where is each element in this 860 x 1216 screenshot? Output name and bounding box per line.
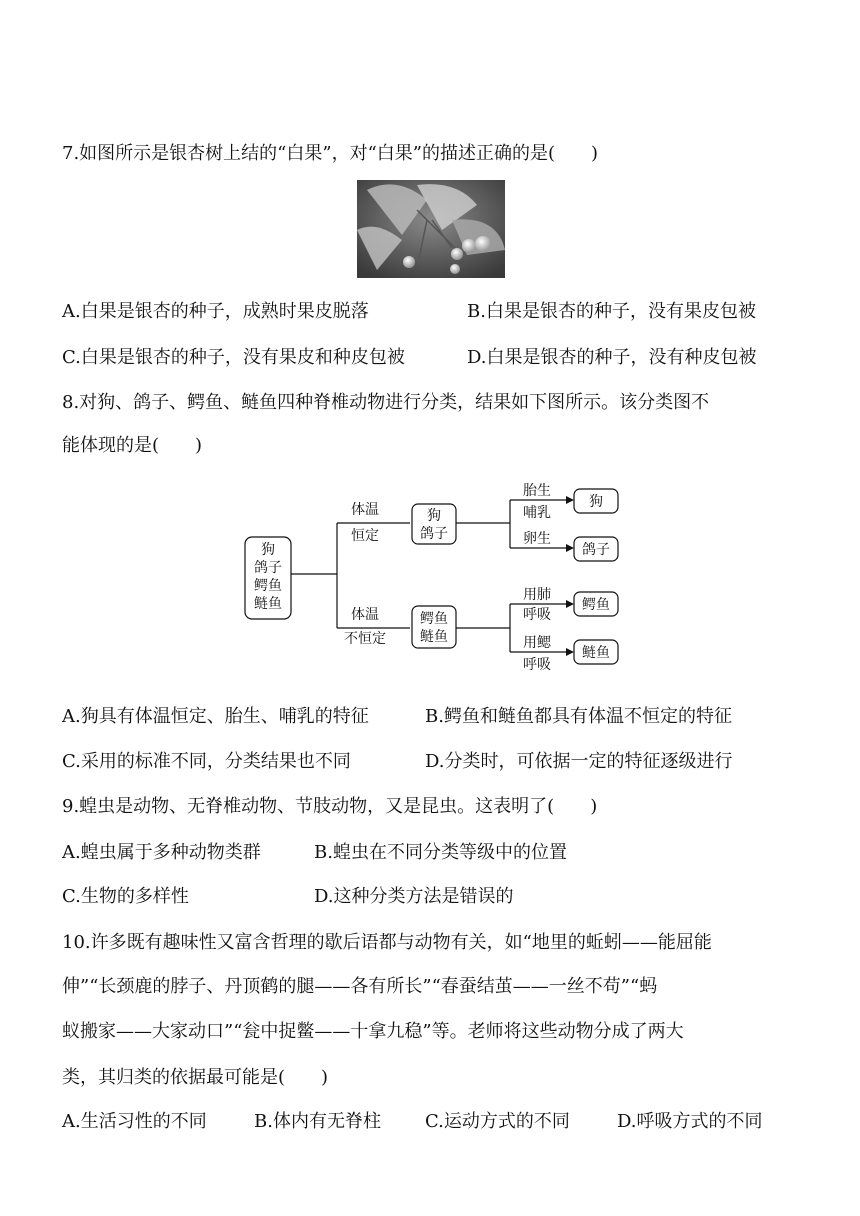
q9-option-c: C.生物的多样性 xyxy=(62,886,189,907)
q8-option-a: A.狗具有体温恒定、胎生、哺乳的特征 xyxy=(62,706,369,727)
q7-option-d: D.白果是银杏的种子，没有种皮包被 xyxy=(467,347,757,368)
q7-option-c: C.白果是银杏的种子，没有果皮和种皮包被 xyxy=(62,347,405,368)
leaf-silver-carp: 鲢鱼 xyxy=(582,645,610,661)
leaf1-criterion-line-2: 哺乳 xyxy=(523,505,551,521)
q9-stem: 9.蝗虫是动物、无脊椎动物、节肢动物，又是昆虫。这表明了( ) xyxy=(62,796,598,817)
q10-option-d: D.呼吸方式的不同 xyxy=(617,1111,763,1132)
leaf4-criterion-line-1: 用鳃 xyxy=(523,635,551,651)
lower-group-crocodile: 鳄鱼 xyxy=(420,611,448,627)
q10-option-a: A.生活习性的不同 xyxy=(62,1111,207,1132)
q9-option-d: D.这种分类方法是错误的 xyxy=(314,886,514,907)
leaf2-criterion: 卵生 xyxy=(523,531,551,547)
q10-stem-line-2: 伸”“长颈鹿的脖子、丹顶鹤的腿——各有所长”“春蚕结茧——一丝不苟”“蚂 xyxy=(62,976,658,997)
q8-option-d: D.分类时，可依据一定的特征逐级进行 xyxy=(425,751,733,772)
upper-criterion-line-1: 体温 xyxy=(351,502,379,518)
leaf-crocodile: 鳄鱼 xyxy=(582,597,610,613)
lower-group-silver-carp: 鲢鱼 xyxy=(420,629,448,645)
q7-option-a: A.白果是银杏的种子，成熟时果皮脱落 xyxy=(62,301,369,322)
ginkgo-photo xyxy=(357,180,505,278)
leaf-pigeon: 鸽子 xyxy=(582,542,610,558)
upper-criterion-line-2: 恒定 xyxy=(351,528,379,544)
root-item-dog: 狗 xyxy=(261,542,275,558)
q8-stem-line-2: 能体现的是( ) xyxy=(62,435,203,456)
leaf3-criterion-line-1: 用肺 xyxy=(523,587,551,603)
lower-criterion-line-2: 不恒定 xyxy=(344,631,386,647)
q9-option-b: B.蝗虫在不同分类等级中的位置 xyxy=(314,842,567,863)
q7-stem: 7.如图所示是银杏树上结的“白果”，对“白果”的描述正确的是( ) xyxy=(62,143,599,164)
q7-option-b: B.白果是银杏的种子，没有果皮包被 xyxy=(467,301,756,322)
leaf1-criterion-line-1: 胎生 xyxy=(523,483,551,499)
root-item-pigeon: 鸽子 xyxy=(254,560,282,576)
root-item-crocodile: 鳄鱼 xyxy=(254,578,282,594)
leaf-dog: 狗 xyxy=(589,494,603,510)
q8-option-b: B.鳄鱼和鲢鱼都具有体温不恒定的特征 xyxy=(425,706,732,727)
classification-diagram xyxy=(240,480,630,680)
q10-option-c: C.运动方式的不同 xyxy=(425,1111,570,1132)
q8-option-c: C.采用的标准不同，分类结果也不同 xyxy=(62,751,351,772)
q10-stem-line-1: 10.许多既有趣味性又富含哲理的歇后语都与动物有关，如“地里的蚯蚓——能屈能 xyxy=(62,932,712,953)
q10-stem-line-3: 蚁搬家——大家动口”“瓮中捉鳖——十拿九稳”等。老师将这些动物分成了两大 xyxy=(62,1021,684,1042)
upper-group-dog: 狗 xyxy=(427,508,441,524)
q9-option-a: A.蝗虫属于多种动物类群 xyxy=(62,842,261,863)
root-item-silver-carp: 鲢鱼 xyxy=(254,596,282,612)
q10-stem-line-4: 类，其归类的依据最可能是( ) xyxy=(62,1067,329,1088)
q10-option-b: B.体内有无脊柱 xyxy=(254,1111,381,1132)
leaf3-criterion-line-2: 呼吸 xyxy=(523,607,551,623)
leaf4-criterion-line-2: 呼吸 xyxy=(523,657,551,673)
q8-stem-line-1: 8.对狗、鸽子、鳄鱼、鲢鱼四种脊椎动物进行分类，结果如下图所示。该分类图不 xyxy=(62,392,710,413)
upper-group-pigeon: 鸽子 xyxy=(420,526,448,542)
lower-criterion-line-1: 体温 xyxy=(351,607,379,623)
